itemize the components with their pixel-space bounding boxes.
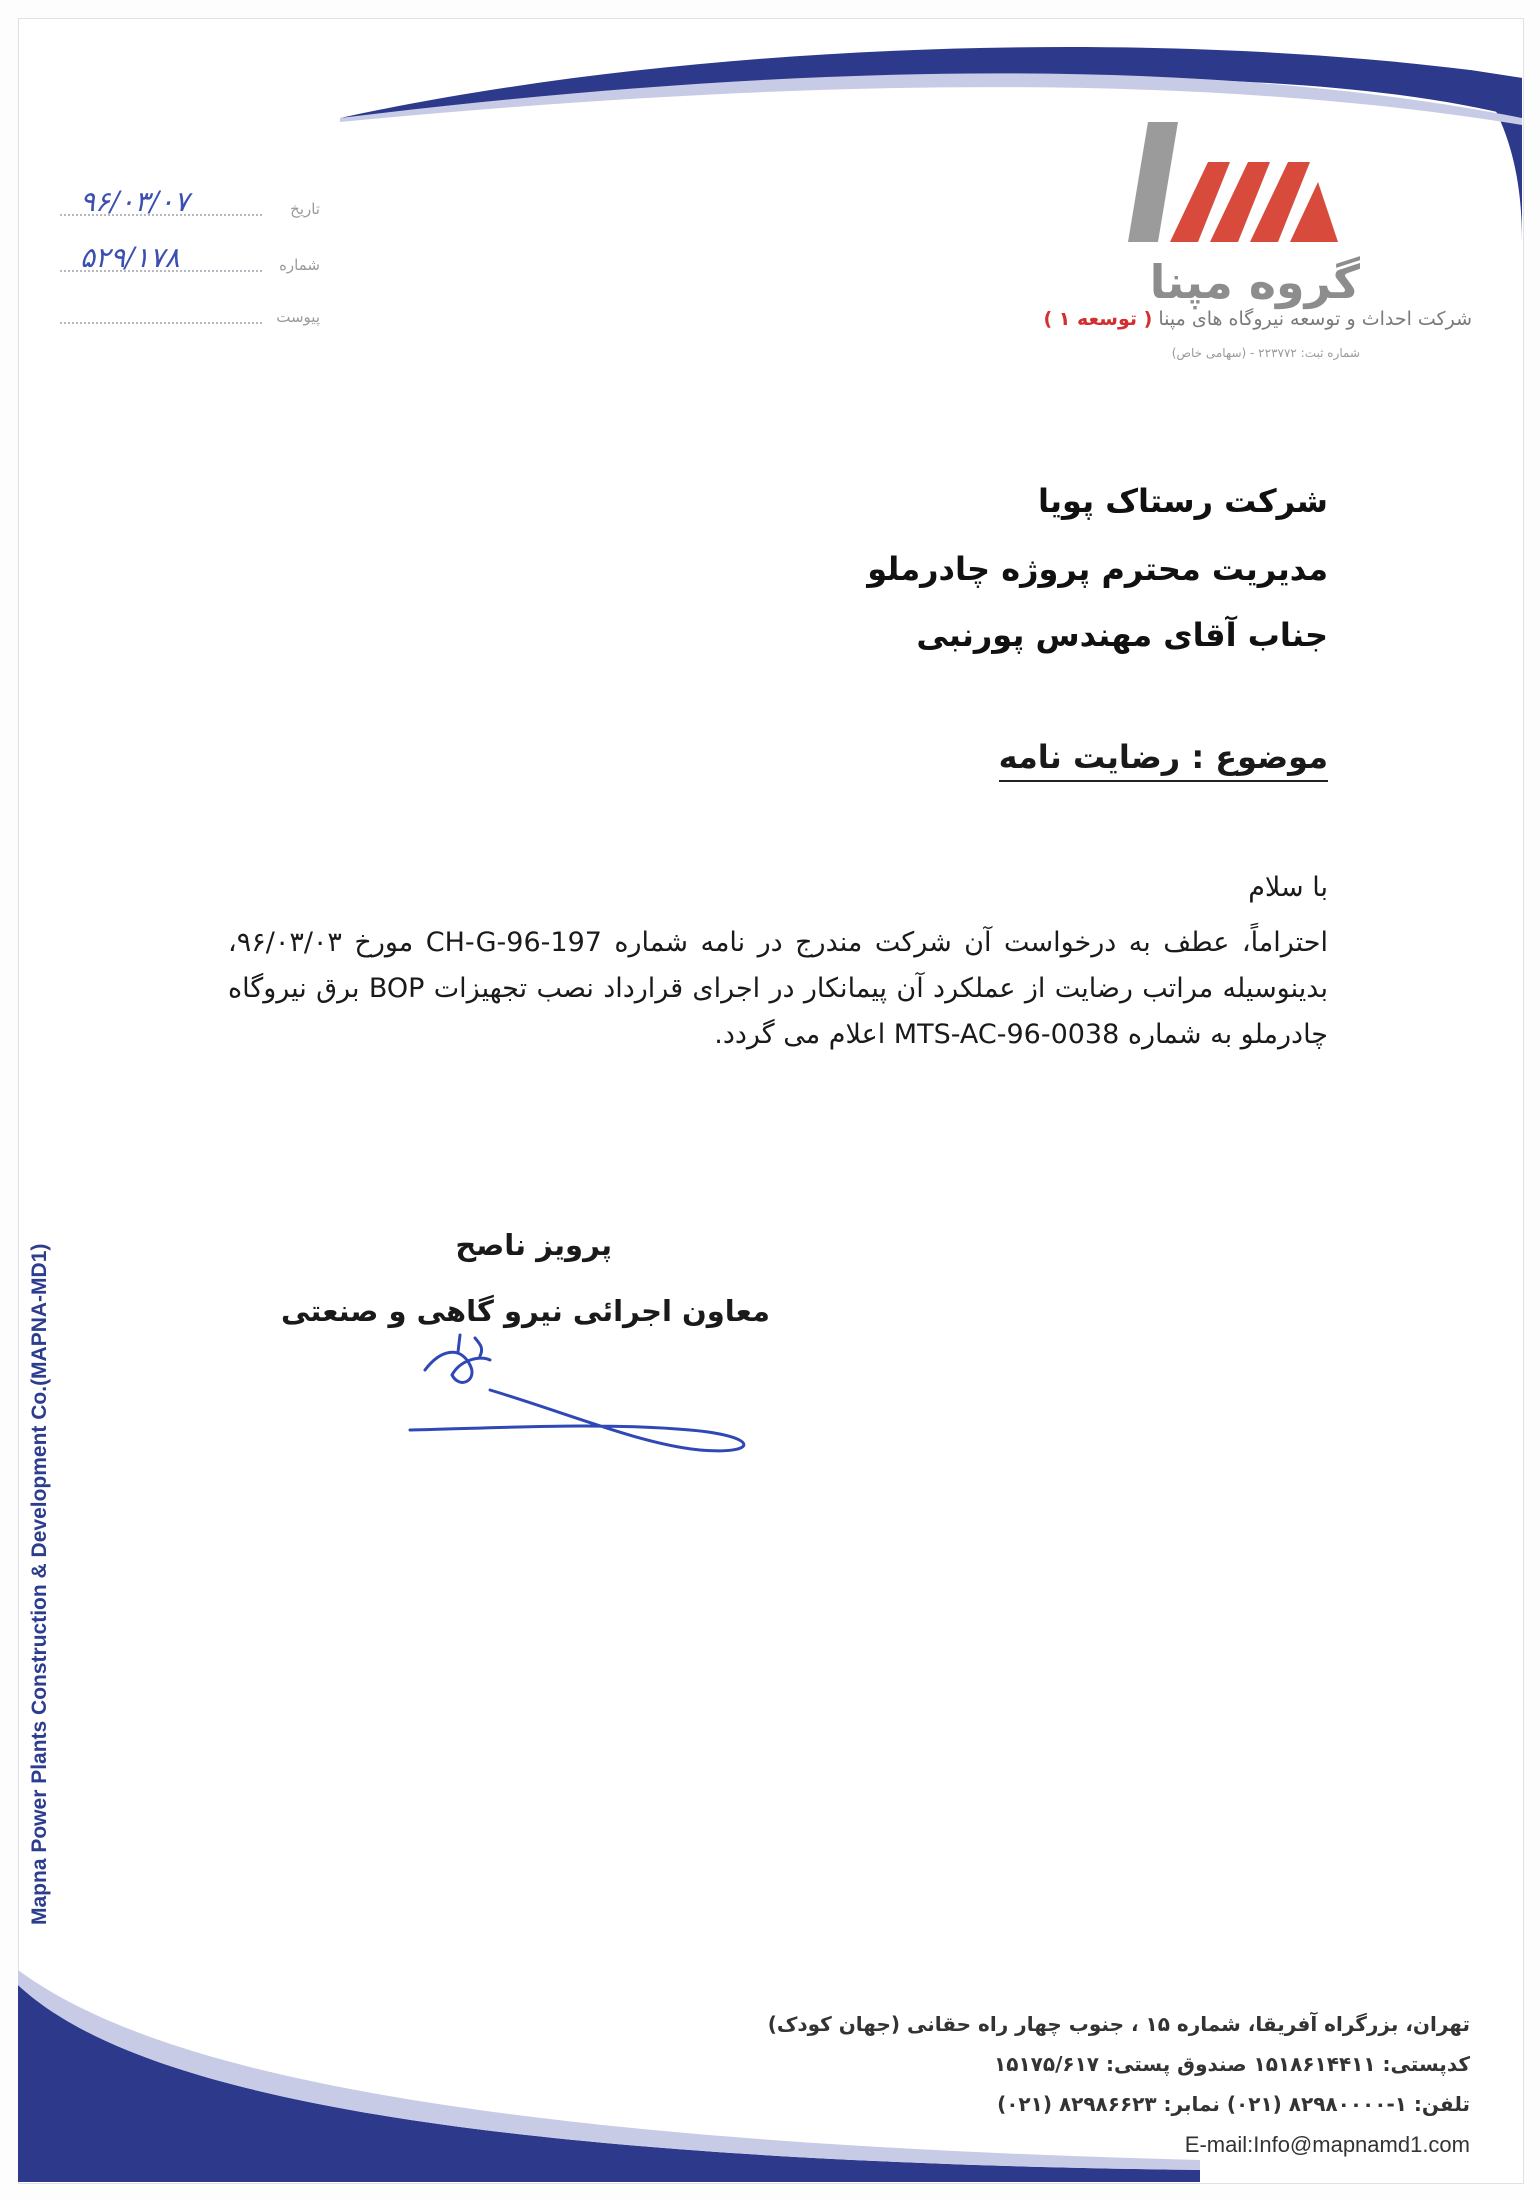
logo-wordmark: گروه مپنا [1149, 255, 1360, 309]
signature-icon [400, 1330, 780, 1460]
addressee-department: مدیریت محترم پروژه چادرملو [867, 550, 1328, 588]
attachment-dots [60, 322, 262, 324]
footer-postal: کدپستی: ۱۵۱۸۶۱۴۴۱۱ صندوق پستی: ۱۵۱۷۵/۶۱۷ [994, 2052, 1470, 2076]
registration-number: شماره ثبت: ۲۲۳۷۷۲ - (سهامی خاص) [1171, 346, 1360, 360]
greeting: با سلام [1248, 872, 1328, 903]
number-value: ۵۲۹/۱۷۸ [80, 241, 180, 274]
letter-subject: موضوع : رضایت نامه [999, 738, 1328, 782]
company-suffix: ( توسعه ۱ ) [1043, 308, 1153, 330]
side-company-name: Mapna Power Plants Construction & Development Co.(MAPNA-MD1) [28, 1243, 51, 1925]
addressee-person: جناب آقای مهندس پورنبی [916, 616, 1328, 654]
addressee-company: شرکت رستاک پویا [1038, 482, 1328, 520]
letter-body: احتراماً، عطف به درخواست آن شرکت مندرج در نامه شماره CH-G-96-197 مورخ ۹۶/۰۳/۰۳، بدینوسیله مراتب رضایت از عملکرد آن پیمانکار در اجرای قرارداد نصب تجهیزات BOP برق نیروگاه چادرملو به شماره MTS-AC-96-0038 اعلام می گردد. [228, 927, 1328, 1050]
footer-phone: تلفن: ۱-۸۲۹۸۰۰۰۰ (۰۲۱) نمابر: ۸۲۹۸۶۶۲۳ (۰۲۱) [997, 2092, 1470, 2116]
signer-title: معاون اجرائی نیرو گاهی و صنعتی [281, 1294, 770, 1328]
number-label: شماره [279, 256, 320, 274]
date-value: ۹۶/۰۳/۰۷ [80, 185, 190, 218]
date-row [60, 182, 320, 222]
company-name [1043, 308, 1472, 330]
signer-name: پرویز ناصح [455, 1228, 612, 1262]
date-label: تاریخ [290, 200, 320, 218]
footer-email: E-mail:Info@mapnamd1.com [1184, 2132, 1470, 2157]
footer-address: تهران، بزرگراه آفریقا، شماره ۱۵ ، جنوب چهار راه حقانی (جهان کودک) [767, 2012, 1470, 2036]
company-name-text: شرکت احداث و توسعه نیروگاه های مپنا [1158, 308, 1472, 330]
attachment-row [60, 290, 320, 330]
attachment-label: پیوست [276, 308, 320, 326]
number-row [60, 238, 320, 278]
